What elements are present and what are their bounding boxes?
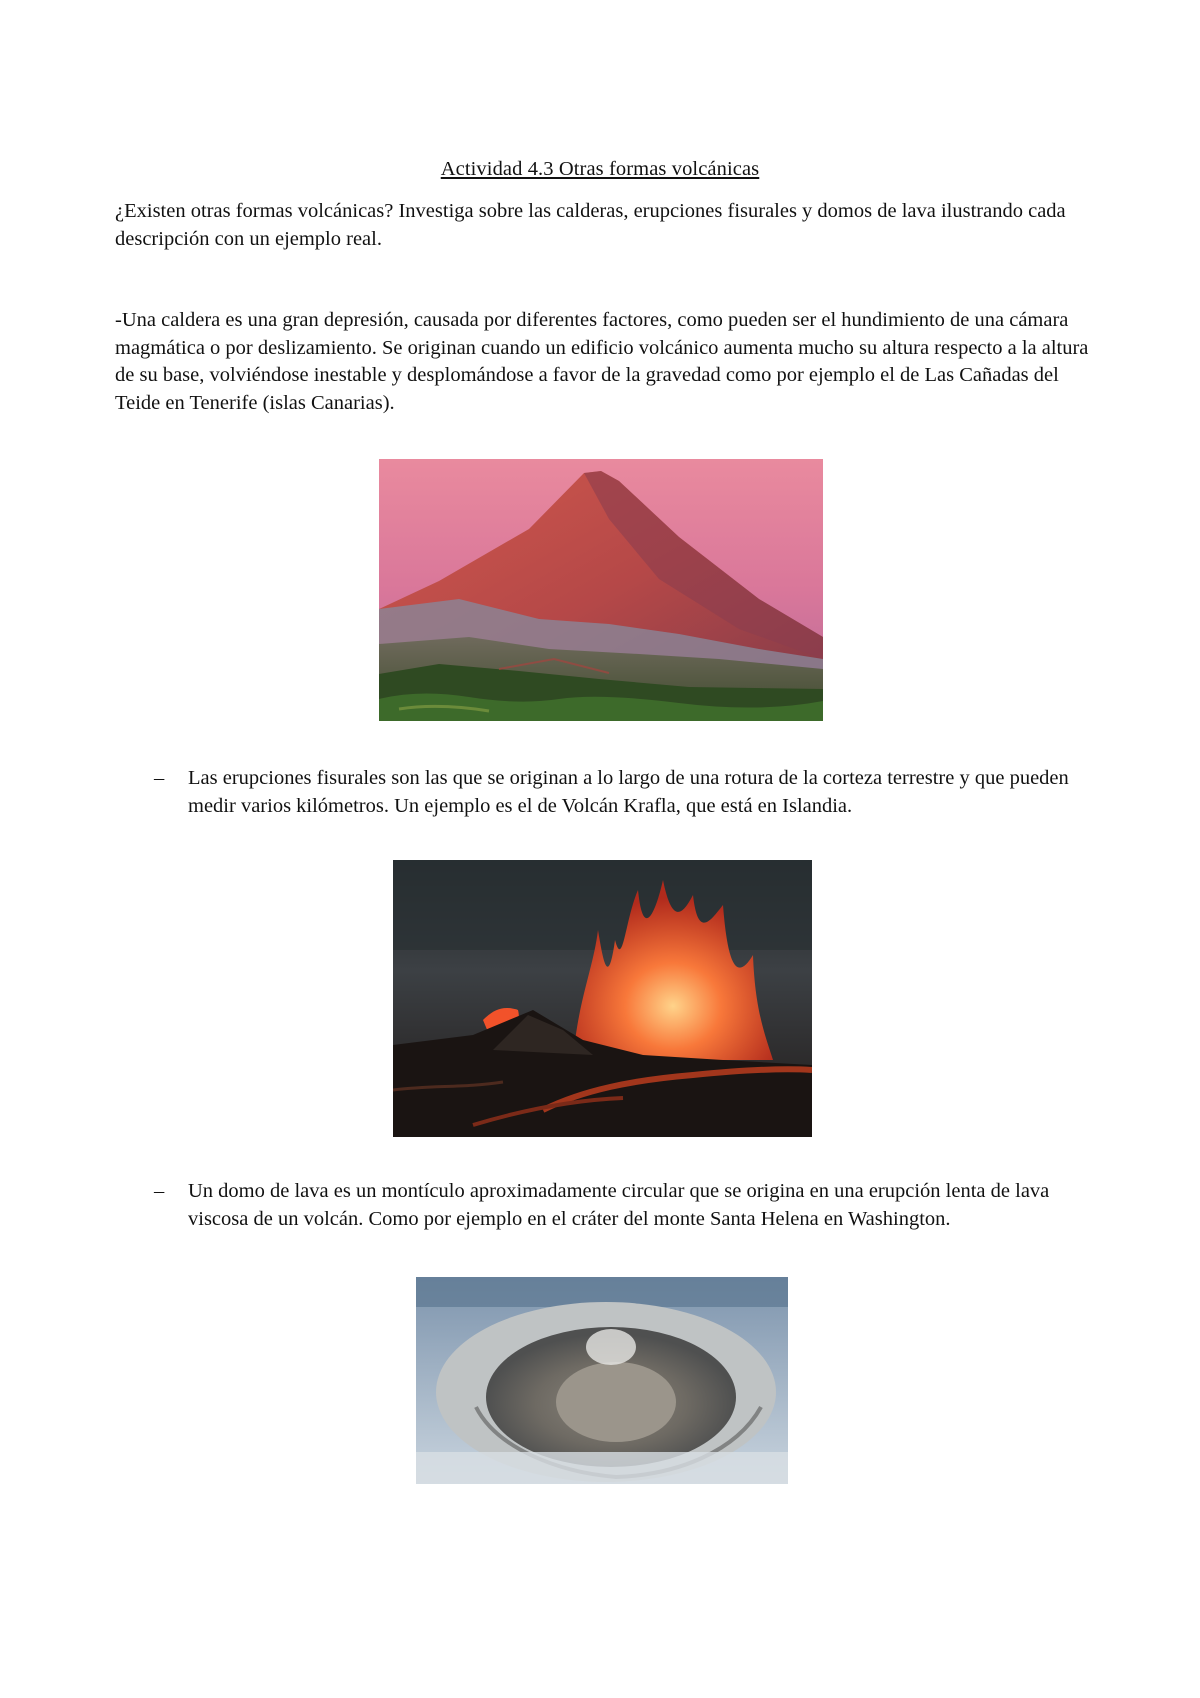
- lava-dome-text: Un domo de lava es un montículo aproximadamente circular que se origina en una erupción lenta de lava viscosa de un volcán. Como por ejemplo en el cráter del monte Santa Helena en Washington.: [188, 1180, 1050, 1230]
- fissure-eruption-text: Las erupciones fisurales son las que se originan a lo largo de una rotura de la corteza terrestre y que pueden medir varios kilómetros. Un ejemplo es el de Volcán Krafla, que está en Islandia.: [188, 767, 1069, 817]
- list-marker: –: [154, 1180, 165, 1202]
- santa-helena-crater-image: [416, 1277, 788, 1484]
- teide-volcano-image: [379, 459, 823, 721]
- list-marker: –: [154, 767, 165, 789]
- caldera-paragraph: -Una caldera es una gran depresión, causada por diferentes factores, como pueden ser el hundimiento de una cámara magmática o por deslizamiento. Se originan cuando un edificio volcánico aumenta mucho su altura respecto a la altura de su base, volviéndose inestable y desplomándose a favor de la gravedad como por ejemplo el de Las Cañadas del Teide en Tenerife (islas Canarias).: [115, 309, 1089, 414]
- page-title: Actividad 4.3 Otras formas volcánicas: [440, 158, 760, 180]
- krafla-eruption-image: [393, 860, 812, 1137]
- question-paragraph: ¿Existen otras formas volcánicas? Investiga sobre las calderas, erupciones fisurales y domos de lava ilustrando cada descripción con un ejemplo real.: [115, 200, 1066, 250]
